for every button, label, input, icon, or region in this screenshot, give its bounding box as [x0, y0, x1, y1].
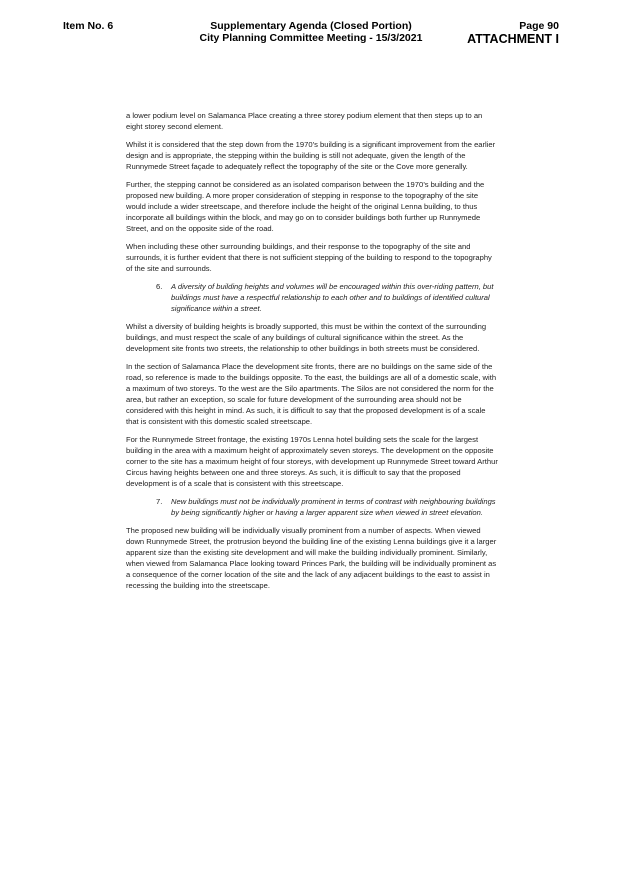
quoted-clause-7 — [126, 496, 498, 518]
clause-text: A diversity of building heights and volumes will be encouraged within this over-riding pattern, but buildings must have a respectful relationship to each other and to buildings of identified cultural significance within a street. — [171, 282, 494, 313]
item-number: Item No. 6 — [63, 20, 114, 32]
paragraph-8: The proposed new building will be individually visually prominent from a number of aspects. When viewed down Runnymede Street, the protrusion beyond the building line of the existing Lenna buildings give it a larger apparent size than the existing site development and will make the building individually prominent. Similarly, when viewed from Salamanca Place looking toward Princes Park, the building will be individually prominent as a consequence of the corner location of the site and the lack of any adjacent buildings to the east to assist in recessing the building into the streetscape. — [126, 526, 497, 590]
meeting-title: City Planning Committee Meeting - 15/3/2021 — [199, 32, 423, 44]
paragraph-3: Further, the stepping cannot be considered as an isolated comparison between the 1970’s building and the proposed new building. A more proper consideration of stepping in response to the topography of the site would include a wider streetscape, and therefore include the height of the original Lenna building, to thus incorporate all buildings within the block, and may go on to consider buildings both further up Runnymede Street, and on the opposite side of the road. — [126, 180, 485, 233]
agenda-title: Supplementary Agenda (Closed Portion) — [210, 20, 412, 32]
paragraph-1: a lower podium level on Salamanca Place creating a three storey podium element that then steps up to an eight storey second element. — [126, 111, 483, 131]
paragraph-5: Whilst a diversity of building heights is broadly supported, this must be within the context of the surrounding buildings, and must respect the scale of any buildings of cultural significance within the street. As the development site fronts two streets, the relationship to other buildings in both streets must be considered. — [126, 322, 487, 353]
page-number: Page 90 — [519, 20, 559, 32]
quoted-clause-6 — [126, 281, 498, 314]
clause-text: New buildings must not be individually prominent in terms of contrast with neighbouring buildings by being significantly higher or having a larger apparent size when viewed in street elevation. — [171, 497, 496, 517]
paragraph-6: In the section of Salamanca Place the development site fronts, there are no buildings on the same side of the road, so reference is made to the buildings opposite. To the east, the buildings are all of a domestic scale, with a maximum of two storeys. To the west are the Silo apartments. The Silos are not considered the norm for the area, but rather an exception, so scale for future development of the surrounding area should not be considered with this height in mind. As such, it is difficult to say that the proposed development is of a scale that is consistent with this domestic scaled streetscape. — [126, 362, 497, 426]
clause-number: 7. — [156, 497, 163, 506]
paragraph-7: For the Runnymede Street frontage, the existing 1970s Lenna hotel building sets the scale for the largest building in the area with a maximum height of approximately seven storeys. The development on the opposite corner to the site has a maximum height of four storeys, with development up Runnymede Street toward Arthur Circus having heights between one and three storeys. As such, it is difficult to say that the proposed development is of a scale that is consistent with this streetscape. — [126, 435, 498, 488]
clause-number: 6. — [156, 282, 163, 291]
page-header-right — [467, 20, 559, 46]
paragraph-2: Whilst it is considered that the step down from the 1970’s building is a significant improvement from the earlier design and is appropriate, the stepping within the building is still not adequate, given the length of the Runnymede Street façade to adequately reflect the topography of the site or the Cove more generally. — [126, 140, 496, 171]
document-body — [126, 110, 498, 598]
paragraph-4: When including these other surrounding buildings, and their response to the topography of the site and surrounds, it is further evident that there is not sufficient stepping of the building to respond to the topography of the site and surrounds. — [126, 242, 492, 273]
attachment-label: ATTACHMENT I — [467, 32, 559, 46]
